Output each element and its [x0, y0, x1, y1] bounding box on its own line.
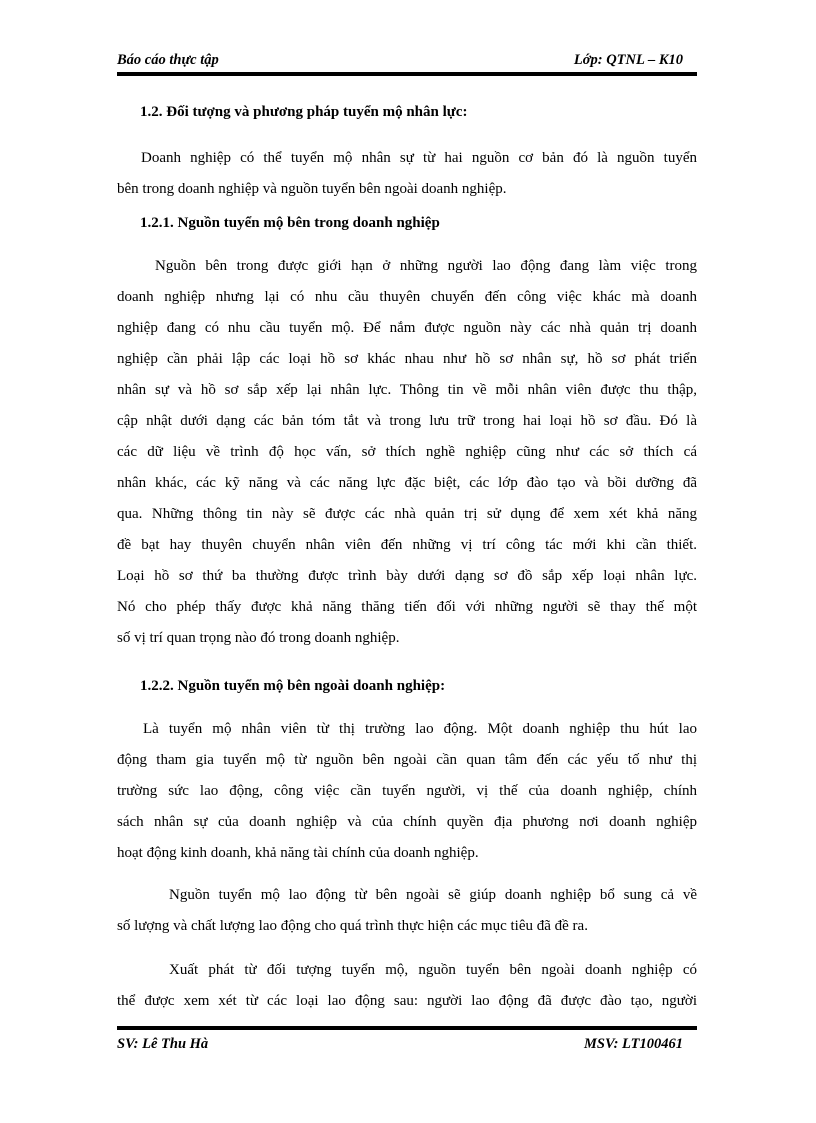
paragraph-line: sách nhân sự của doanh nghiệp và của chính quyền địa phương nơi doanh nghiệp [117, 814, 697, 830]
paragraph-line: doanh nghiệp nhưng lại có nhu cầu thuyên chuyển đến công việc khác mà doanh [117, 289, 697, 305]
paragraph-line: bên trong doanh nghiệp và nguồn tuyển bên ngoài doanh nghiệp. [117, 181, 507, 197]
paragraph-line: nhân sự và hồ sơ sắp xếp lại nhân lực. Thông tin về mỗi nhân viên được thu thập, [117, 382, 697, 398]
section-1-2-heading: 1.2. Đối tượng và phương pháp tuyển mộ nhân lực: [140, 104, 468, 120]
page-footer [117, 1036, 697, 1058]
paragraph-line: nghiệp đang có nhu cầu tuyển mộ. Để nắm được nguồn này các nhà quản trị doanh [117, 320, 697, 336]
paragraph-line: nghiệp cần phải lập các loại hồ sơ khác nhau như hồ sơ nhân sự, hồ sơ phát triển [117, 351, 697, 367]
paragraph-line: động tham gia tuyển mộ từ nguồn bên ngoài cần quan tâm đến các yếu tố như thị [117, 752, 697, 768]
footer-divider [117, 1026, 697, 1030]
section-1-2-1-body [117, 251, 697, 654]
paragraph-line: Doanh nghiệp có thể tuyển mộ nhân sự từ hai nguồn cơ bản đó là nguồn tuyển [141, 150, 697, 166]
paragraph-line: số lượng và chất lượng lao động cho quá trình thực hiện các mục tiêu đã đề ra. [117, 918, 588, 934]
paragraph-line: hoạt động kinh doanh, khả năng tài chính của doanh nghiệp. [117, 845, 479, 861]
paragraph-line: Là tuyển mộ nhân viên từ thị trường lao động. Một doanh nghiệp thu hút lao [143, 721, 697, 737]
footer-student-id: MSV: LT100461 [584, 1036, 683, 1052]
paragraph-line: qua. Những thông tin này sẽ được các nhà quản trị sử dụng để xem xét khả năng [117, 506, 697, 522]
paragraph-line: cập nhật dưới dạng các bản tóm tắt và trong lưu trữ trong hai loại hồ sơ đầu. Đó là [117, 413, 697, 429]
section-1-2-1-heading: 1.2.1. Nguồn tuyển mộ bên trong doanh nghiệp [140, 215, 440, 231]
header-report-title: Báo cáo thực tập [117, 52, 219, 68]
header-class-code: Lớp: QTNL – K10 [573, 52, 683, 68]
paragraph-line: đề bạt hay thuyên chuyển nhân viên đến những vị trí công tác mới khi cần thiết. [117, 537, 697, 553]
section-1-2-2-paragraph-3 [117, 955, 697, 1017]
page-header [117, 52, 697, 74]
paragraph-line: nhân khác, các kỹ năng và các năng lực đặc biệt, các lớp đào tạo và bồi dưỡng đã [117, 475, 697, 491]
paragraph-line: các dữ liệu về trình độ học vấn, sở thích nghề nghiệp cũng như các sở thích cá [117, 444, 697, 460]
section-1-2-intro [117, 143, 697, 205]
paragraph-line: Xuất phát từ đối tượng tuyển mộ, nguồn tuyển bên ngoài doanh nghiệp có [169, 962, 697, 978]
paragraph-line: Nguồn bên trong được giới hạn ở những người lao động đang làm việc trong [155, 258, 697, 274]
paragraph-line: Nó cho phép thấy được khả năng thăng tiến đối với những người sẽ thay thế một [117, 599, 697, 615]
section-1-2-2-paragraph-1 [117, 714, 697, 869]
paragraph-line: trường sức lao động, công việc cần tuyển người, vị thế của doanh nghiệp, chính [117, 783, 697, 799]
paragraph-line: số vị trí quan trọng nào đó trong doanh nghiệp. [117, 630, 400, 646]
paragraph-line: thể được xem xét từ các loại lao động sau: người lao động đã được đào tạo, người [117, 993, 697, 1009]
footer-student-name: SV: Lê Thu Hà [117, 1036, 209, 1052]
paragraph-line: Loại hồ sơ thứ ba thường được trình bày dưới dạng sơ đồ sắp xếp loại nhân lực. [117, 568, 697, 584]
paragraph-line: Nguồn tuyển mộ lao động từ bên ngoài sẽ giúp doanh nghiệp bổ sung cả về [169, 887, 697, 903]
section-1-2-2-paragraph-2 [117, 880, 697, 942]
section-1-2-2-heading: 1.2.2. Nguồn tuyển mộ bên ngoài doanh nghiệp: [140, 678, 446, 694]
header-divider [117, 72, 697, 76]
